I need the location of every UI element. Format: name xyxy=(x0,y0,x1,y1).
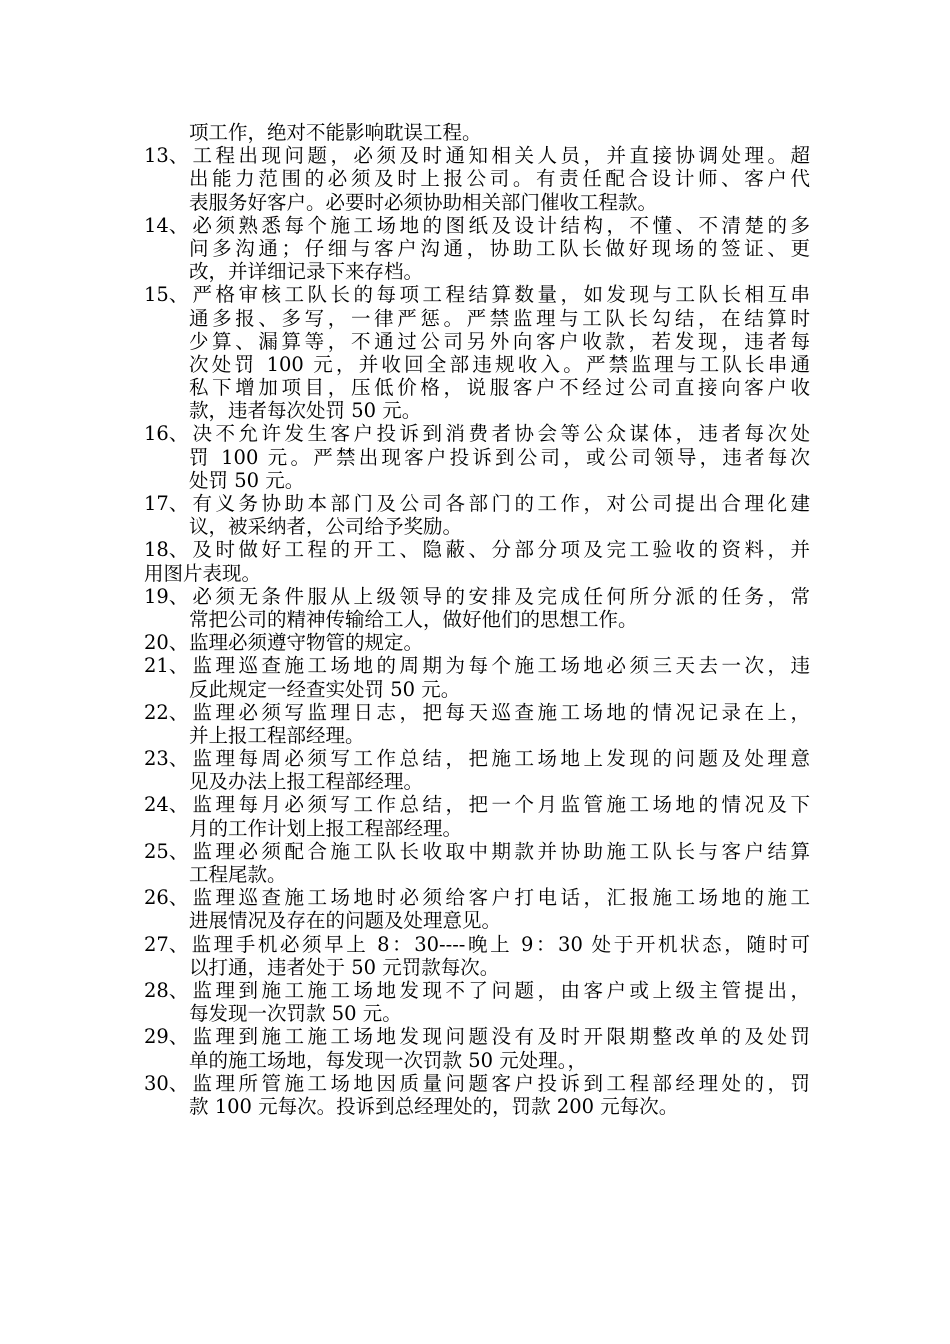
list-item-text: 常把公司的精神传输给工人，做好他们的思想工作。 xyxy=(189,607,638,631)
list-item-line-continuation xyxy=(144,330,810,353)
list-item-line-numbered xyxy=(144,701,810,724)
list-item-line-continuation xyxy=(144,167,810,190)
list-item-text: 以打通，违者处于 50 元罚款每次。 xyxy=(189,955,500,979)
list-item-text: 项工作，绝对不能影响耽误工程。 xyxy=(189,121,482,144)
list-item-line-continuation xyxy=(144,121,810,144)
list-item-number: 25、 xyxy=(144,839,189,863)
list-item-line-numbered xyxy=(144,283,810,306)
list-item-line-continuation xyxy=(144,1095,810,1118)
list-item-line-continuation xyxy=(144,260,810,283)
list-item-line-numbered xyxy=(144,747,810,770)
list-item-text: 改，并详细记录下来存档。 xyxy=(189,260,424,284)
list-item-number: 15、 xyxy=(144,283,189,307)
list-item-line-continuation xyxy=(144,353,810,376)
list-item-line-continuation xyxy=(144,515,810,538)
list-item-text: 处罚 50 元。 xyxy=(189,468,305,492)
list-item-number: 29、 xyxy=(144,1025,189,1049)
list-item-text: 监理到施工施工场地发现不了问题，由客户或上级主管提出， xyxy=(189,978,810,1002)
list-item-text: 进展情况及存在的问题及处理意见。 xyxy=(189,909,502,933)
list-item-text: 严格审核工队长的每项工程结算数量，如发现与工队长相互串 xyxy=(189,283,810,307)
list-item-line-continuation xyxy=(144,770,810,793)
list-item-line-continuation xyxy=(144,863,810,886)
list-item-text: 必须无条件服从上级领导的安排及完成任何所分派的任务，常 xyxy=(189,584,810,608)
list-item-number: 30、 xyxy=(144,1071,189,1095)
list-item-line-continuation xyxy=(144,678,810,701)
list-item-text: 问多沟通；仔细与客户沟通，协助工队长做好现场的签证、更 xyxy=(189,236,810,260)
list-item-number: 14、 xyxy=(144,213,189,237)
list-item-text: 监理每周必须写工作总结，把施工场地上发现的问题及处理意 xyxy=(189,747,810,771)
list-item-text: 监理巡查施工场地时必须给客户打电话，汇报施工场地的施工 xyxy=(189,886,810,910)
list-item-line-numbered xyxy=(144,214,810,237)
list-item-line-continuation xyxy=(144,191,810,214)
list-item-line-continuation xyxy=(144,469,810,492)
list-item-line-continuation xyxy=(144,909,810,932)
list-item-line-continuation xyxy=(144,608,810,631)
list-item-line-continuation xyxy=(144,376,810,399)
list-item-text: 监理必须写监理日志，把每天巡查施工场地的情况记录在上， xyxy=(189,700,810,724)
list-item-number: 17、 xyxy=(144,492,189,515)
list-item-text: 表服务好客户。必要时必须协助相关部门催收工程款。 xyxy=(189,190,658,214)
list-item-text: 及时做好工程的开工、隐蔽、分部分项及完工验收的资料，并 xyxy=(189,538,810,562)
list-item-line-continuation xyxy=(144,1002,810,1025)
list-item-number: 21、 xyxy=(144,654,189,678)
list-item-line-numbered xyxy=(144,979,810,1002)
list-item-text: 工程出现问题，必须及时通知相关人员，并直接协调处理。超 xyxy=(189,144,810,168)
list-item-number: 26、 xyxy=(144,886,189,910)
list-item-text: 议，被采纳者，公司给予奖励。 xyxy=(189,515,463,539)
list-item-text: 监理每月必须写工作总结，把一个月监管施工场地的情况及下 xyxy=(189,793,810,817)
list-item-text: 月的工作计划上报工程部经理。 xyxy=(189,816,463,840)
list-item-text: 见及办法上报工程部经理。 xyxy=(189,770,424,794)
list-item-line-continuation xyxy=(144,817,810,840)
list-item-line-continuation xyxy=(144,446,810,469)
list-item-line-numbered xyxy=(144,144,810,167)
list-item-text: 出能力范围的必须及时上报公司。有责任配合设计师、客户代 xyxy=(189,167,810,191)
list-item-text: 款，违者每次处罚 50 元。 xyxy=(189,399,422,423)
list-item-text: 并上报工程部经理。 xyxy=(189,723,365,747)
list-item-line-numbered xyxy=(144,538,810,561)
list-item-text: 监理必须配合施工队长收取中期款并协助施工队长与客户结算 xyxy=(189,839,810,863)
list-item-line-continuation xyxy=(144,1049,810,1072)
list-item-text: 工程尾款。 xyxy=(189,863,287,886)
list-item-line-numbered xyxy=(144,793,810,816)
list-item-text: 通多报、多写，一律严惩。严禁监理与工队长勾结，在结算时 xyxy=(189,306,810,330)
list-item-line-continuation xyxy=(144,724,810,747)
list-item-text: 监理必须遵守物管的规定。 xyxy=(189,631,424,655)
list-item-text: 罚 100 元。严禁出现客户投诉到公司，或公司领导，违者每次 xyxy=(189,445,810,469)
list-item-line-continuation xyxy=(144,956,810,979)
list-item-line-numbered xyxy=(144,1072,810,1095)
list-item-text: 监理巡查施工场地的周期为每个施工场地必须三天去一次，违 xyxy=(189,654,810,678)
list-item-number: 24、 xyxy=(144,793,189,817)
list-item-text: 用图片表现。 xyxy=(144,561,262,585)
list-item-line-continuation xyxy=(144,237,810,260)
list-item-number: 13、 xyxy=(144,144,189,168)
list-item-line-continuation xyxy=(144,399,810,422)
list-item-line-numbered xyxy=(144,492,810,515)
list-item-text: 少算、漏算等，不通过公司另外向客户收款，若发现，违者每 xyxy=(189,329,810,353)
list-item-text: 监理手机必须早上 8：30----晚上 9：30 处于开机状态，随时可 xyxy=(189,932,810,956)
list-item-line-continuation xyxy=(144,307,810,330)
list-item-text: 反此规定一经查实处罚 50 元。 xyxy=(189,677,461,701)
list-item-text: 决不允许发生客户投诉到消费者协会等公众谋体，违者每次处 xyxy=(189,422,810,446)
list-item-number: 23、 xyxy=(144,747,189,771)
list-item-line-continuation xyxy=(144,562,810,585)
list-item-number: 18、 xyxy=(144,538,189,562)
list-item-line-numbered xyxy=(144,422,810,445)
list-item-number: 28、 xyxy=(144,978,189,1002)
list-item-text: 监理到施工施工场地发现问题没有及时开限期整改单的及处罚 xyxy=(189,1025,810,1049)
list-item-text: 有义务协助本部门及公司各部门的工作，对公司提出合理化建 xyxy=(189,492,810,515)
list-item-line-numbered xyxy=(144,654,810,677)
list-item-text: 必须熟悉每个施工场地的图纸及设计结构，不懂、不清楚的多 xyxy=(189,213,810,237)
list-item-line-numbered xyxy=(144,1025,810,1048)
list-item-line-numbered xyxy=(144,886,810,909)
list-item-number: 20、 xyxy=(144,631,189,655)
list-item-line-numbered xyxy=(144,933,810,956)
list-item-text: 每发现一次罚款 50 元。 xyxy=(189,1002,402,1026)
list-item-text: 私下增加项目，压低价格，说服客户不经过公司直接向客户收 xyxy=(189,376,810,400)
list-item-text: 单的施工场地，每发现一次罚款 50 元处理。， xyxy=(189,1048,587,1072)
list-item-number: 22、 xyxy=(144,700,189,724)
list-item-line-numbered xyxy=(144,585,810,608)
list-item-text: 款 100 元每次。投诉到总经理处的，罚款 200 元每次。 xyxy=(189,1094,679,1118)
list-item-line-numbered xyxy=(144,631,810,654)
list-item-text: 监理所管施工场地因质量问题客户投诉到工程部经理处的，罚 xyxy=(189,1071,810,1095)
list-item-line-numbered xyxy=(144,840,810,863)
list-item-number: 19、 xyxy=(144,584,189,608)
document-body xyxy=(144,121,810,1118)
list-item-text: 次处罚 100 元，并收回全部违规收入。严禁监理与工队长串通 xyxy=(189,352,810,376)
list-item-number: 27、 xyxy=(144,932,189,956)
list-item-number: 16、 xyxy=(144,422,189,446)
